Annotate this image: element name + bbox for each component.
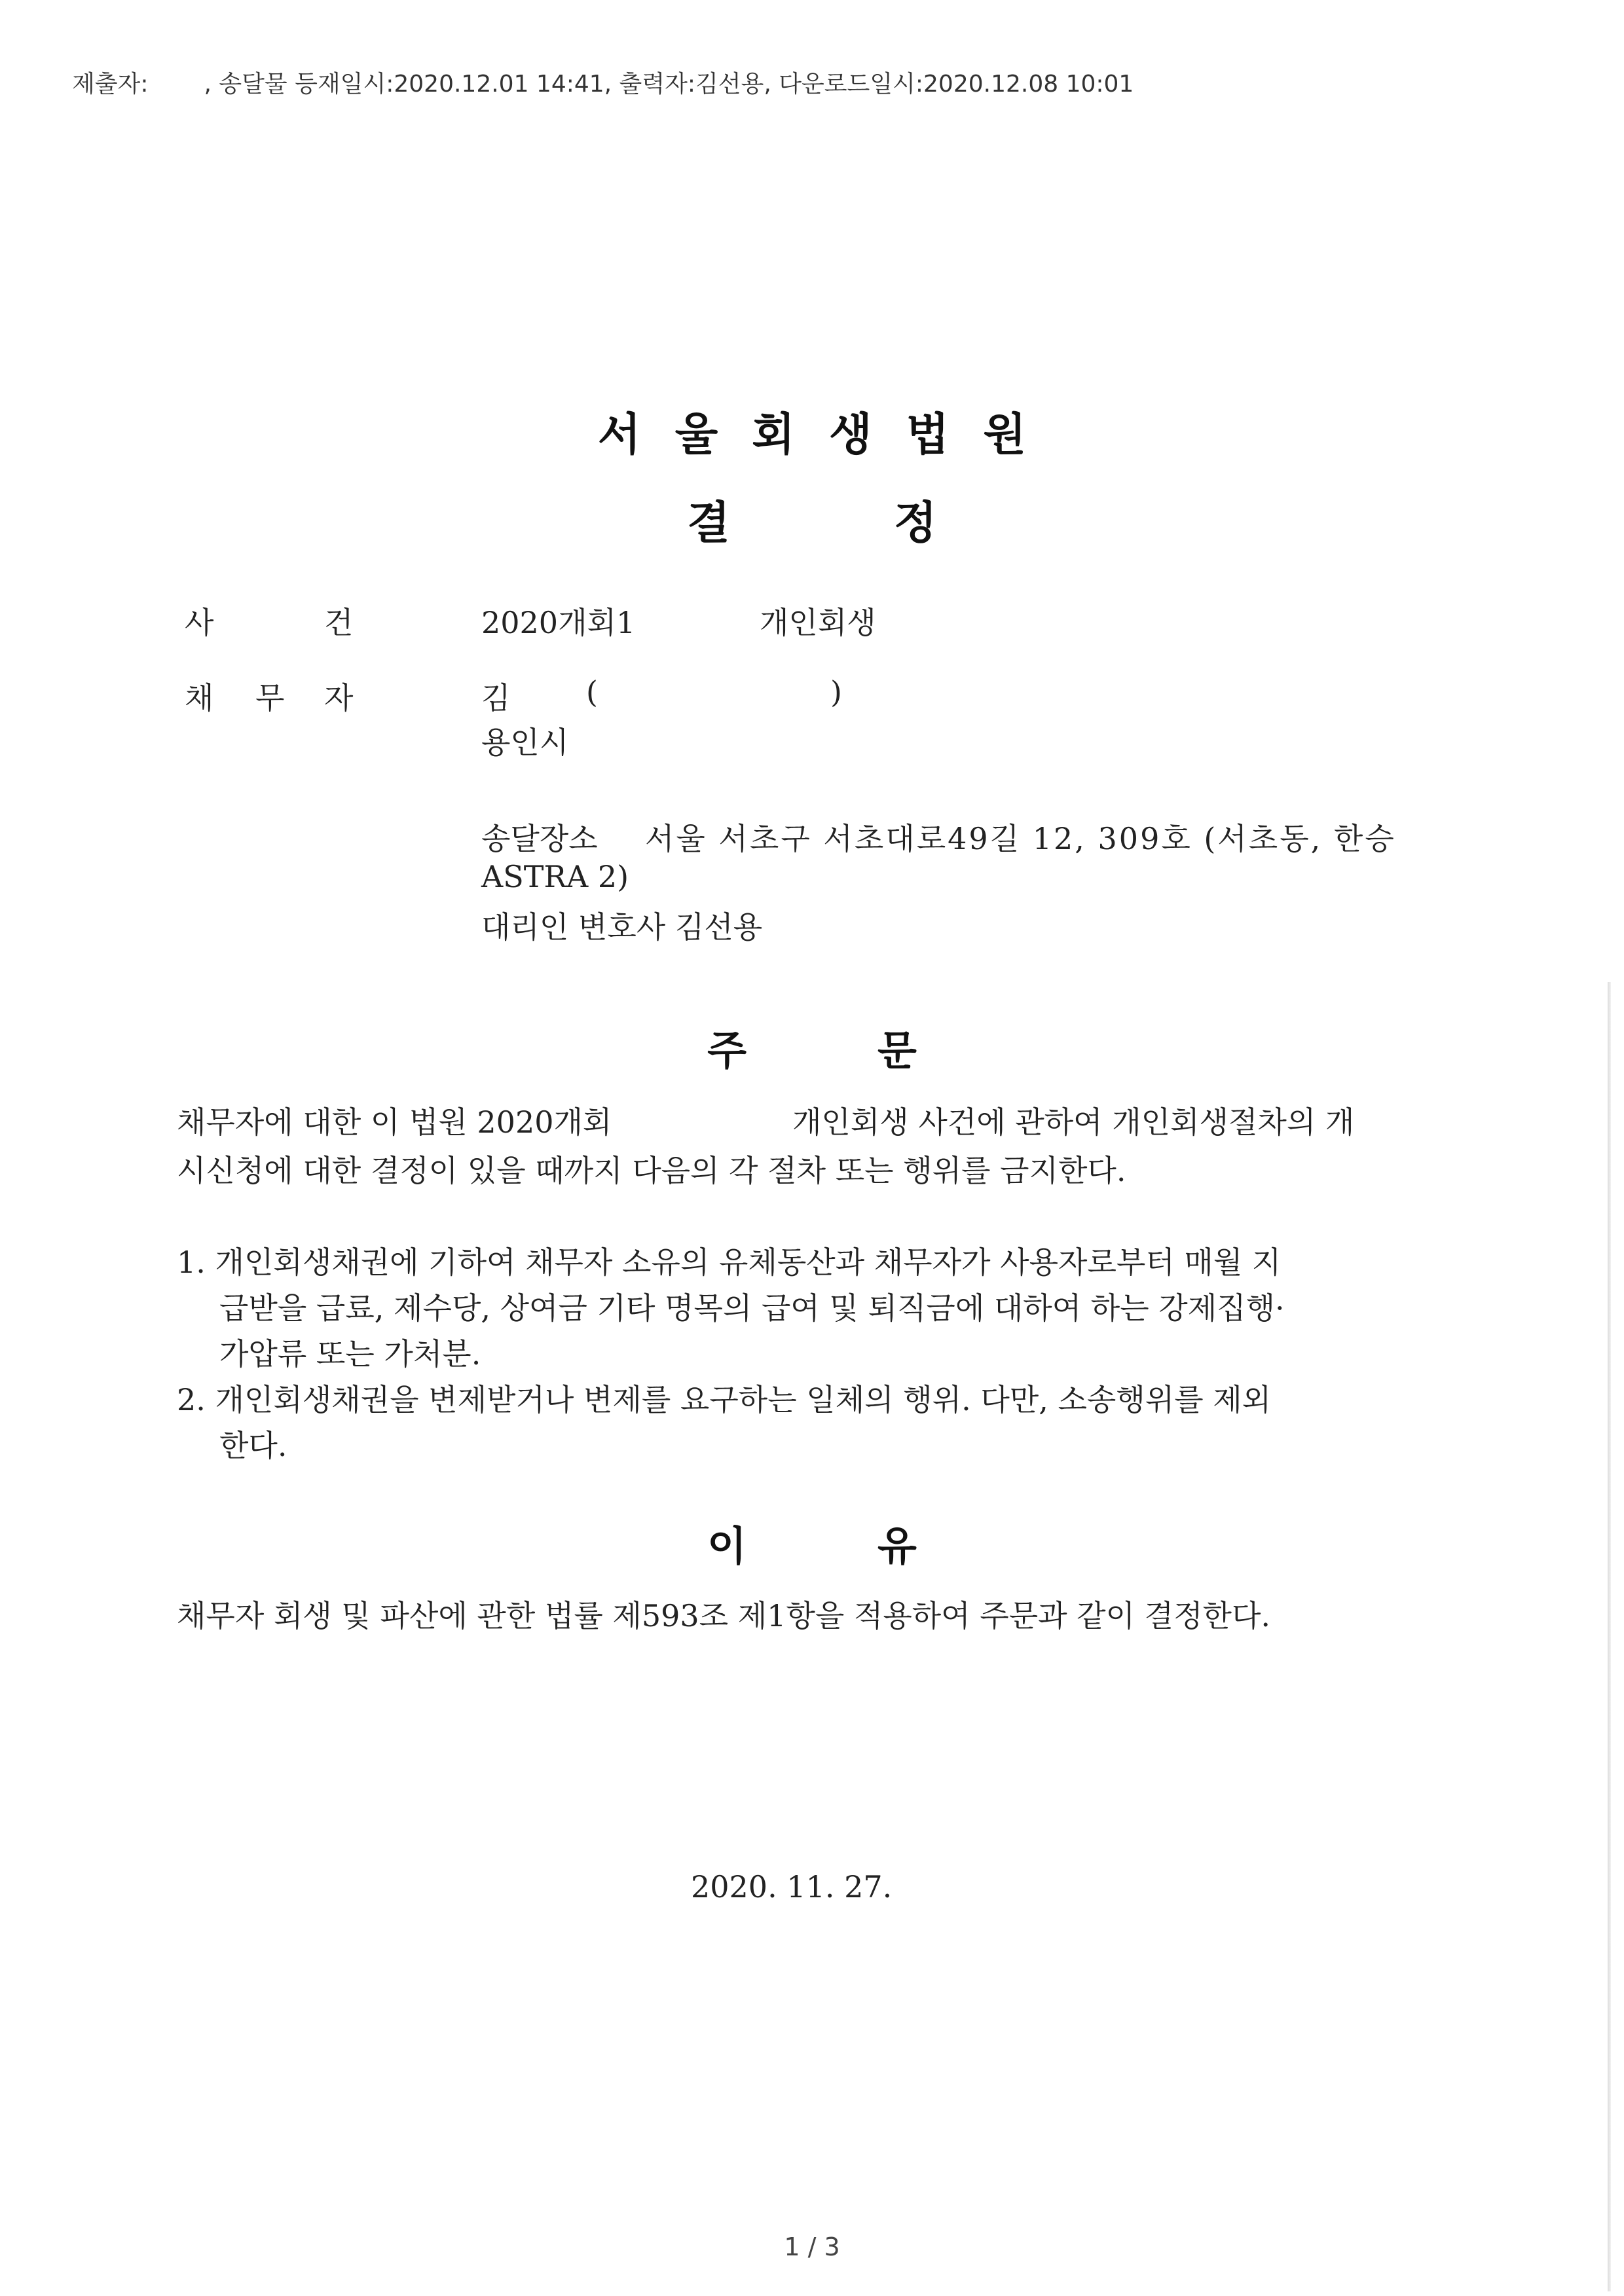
court-name: 서울회생법원 bbox=[597, 409, 1061, 461]
header-submitter: 제출자: bbox=[72, 71, 149, 98]
debtor-label-3: 자 bbox=[324, 680, 354, 716]
debtor-label-1: 채 bbox=[185, 680, 214, 716]
agent-lawyer: 대리인 변호사 김선용 bbox=[481, 909, 763, 945]
order-intro-line-1b: 개인회생 사건에 관하여 개인회생절차의 개 bbox=[792, 1104, 1355, 1140]
case-label-1: 사 bbox=[185, 605, 214, 640]
title-char-2: 정 bbox=[894, 497, 937, 549]
debtor-address: 용인시 bbox=[481, 725, 569, 760]
header-details: , 송달물 등재일시:2020.12.01 14:41, 출력자:김선용, 다운로드일시:2020.12.08 10:01 bbox=[204, 71, 1134, 98]
reason-heading-char-2: 유 bbox=[877, 1522, 917, 1570]
reason-text: 채무자 회생 및 파산에 관한 법률 제593조 제1항을 적용하여 주문과 같이 결정한다. bbox=[177, 1598, 1271, 1633]
service-label: 송달장소 bbox=[481, 821, 598, 856]
order-item-2-line-1: 2. 개인회생채권을 변제받거나 변제를 요구하는 일체의 행위. 다만, 소송행위를 제외 bbox=[177, 1382, 1272, 1417]
debtor-paren-close: ) bbox=[830, 674, 842, 710]
service-address-line-1: 서울 서초구 서초대로49길 12, 309호 (서초동, 한승 bbox=[645, 821, 1396, 856]
document-title bbox=[0, 488, 1624, 551]
order-heading-char-2: 문 bbox=[877, 1027, 917, 1074]
order-item-1-line-3: 가압류 또는 가처분. bbox=[219, 1336, 481, 1372]
case-number: 2020개회1 bbox=[481, 605, 636, 640]
order-item-2-line-2: 한다. bbox=[219, 1428, 287, 1463]
order-item-1-line-1: 1. 개인회생채권에 기하여 채무자 소유의 유체동산과 채무자가 사용자로부터 매월 지 bbox=[177, 1245, 1282, 1280]
debtor-label-2: 무 bbox=[255, 680, 285, 716]
case-label-2: 건 bbox=[324, 605, 354, 640]
reason-heading bbox=[0, 1514, 1624, 1572]
debtor-paren-open: ( bbox=[586, 674, 598, 710]
debtor-name: 김 bbox=[481, 680, 511, 716]
order-heading-char-1: 주 bbox=[707, 1027, 747, 1074]
order-intro-line-1a: 채무자에 대한 이 법원 2020개회 bbox=[177, 1104, 612, 1140]
document-header bbox=[72, 65, 1134, 99]
reason-heading-char-1: 이 bbox=[707, 1522, 747, 1570]
title-char-1: 결 bbox=[687, 497, 730, 549]
service-address-line-2: ASTRA 2) bbox=[481, 859, 629, 894]
order-item-1-line-2: 급받을 급료, 제수당, 상여금 기타 명목의 급여 및 퇴직금에 대하여 하는 강제집행· bbox=[219, 1290, 1285, 1326]
order-heading bbox=[0, 1018, 1624, 1076]
case-type: 개인회생 bbox=[760, 605, 876, 640]
scan-edge-line bbox=[1608, 982, 1611, 2291]
order-intro-line-2: 시신청에 대한 결정이 있을 때까지 다음의 각 절차 또는 행위를 금지한다. bbox=[177, 1153, 1126, 1188]
decision-date: 2020. 11. 27. bbox=[691, 1869, 893, 1904]
page-number: 1 / 3 bbox=[784, 2232, 840, 2261]
